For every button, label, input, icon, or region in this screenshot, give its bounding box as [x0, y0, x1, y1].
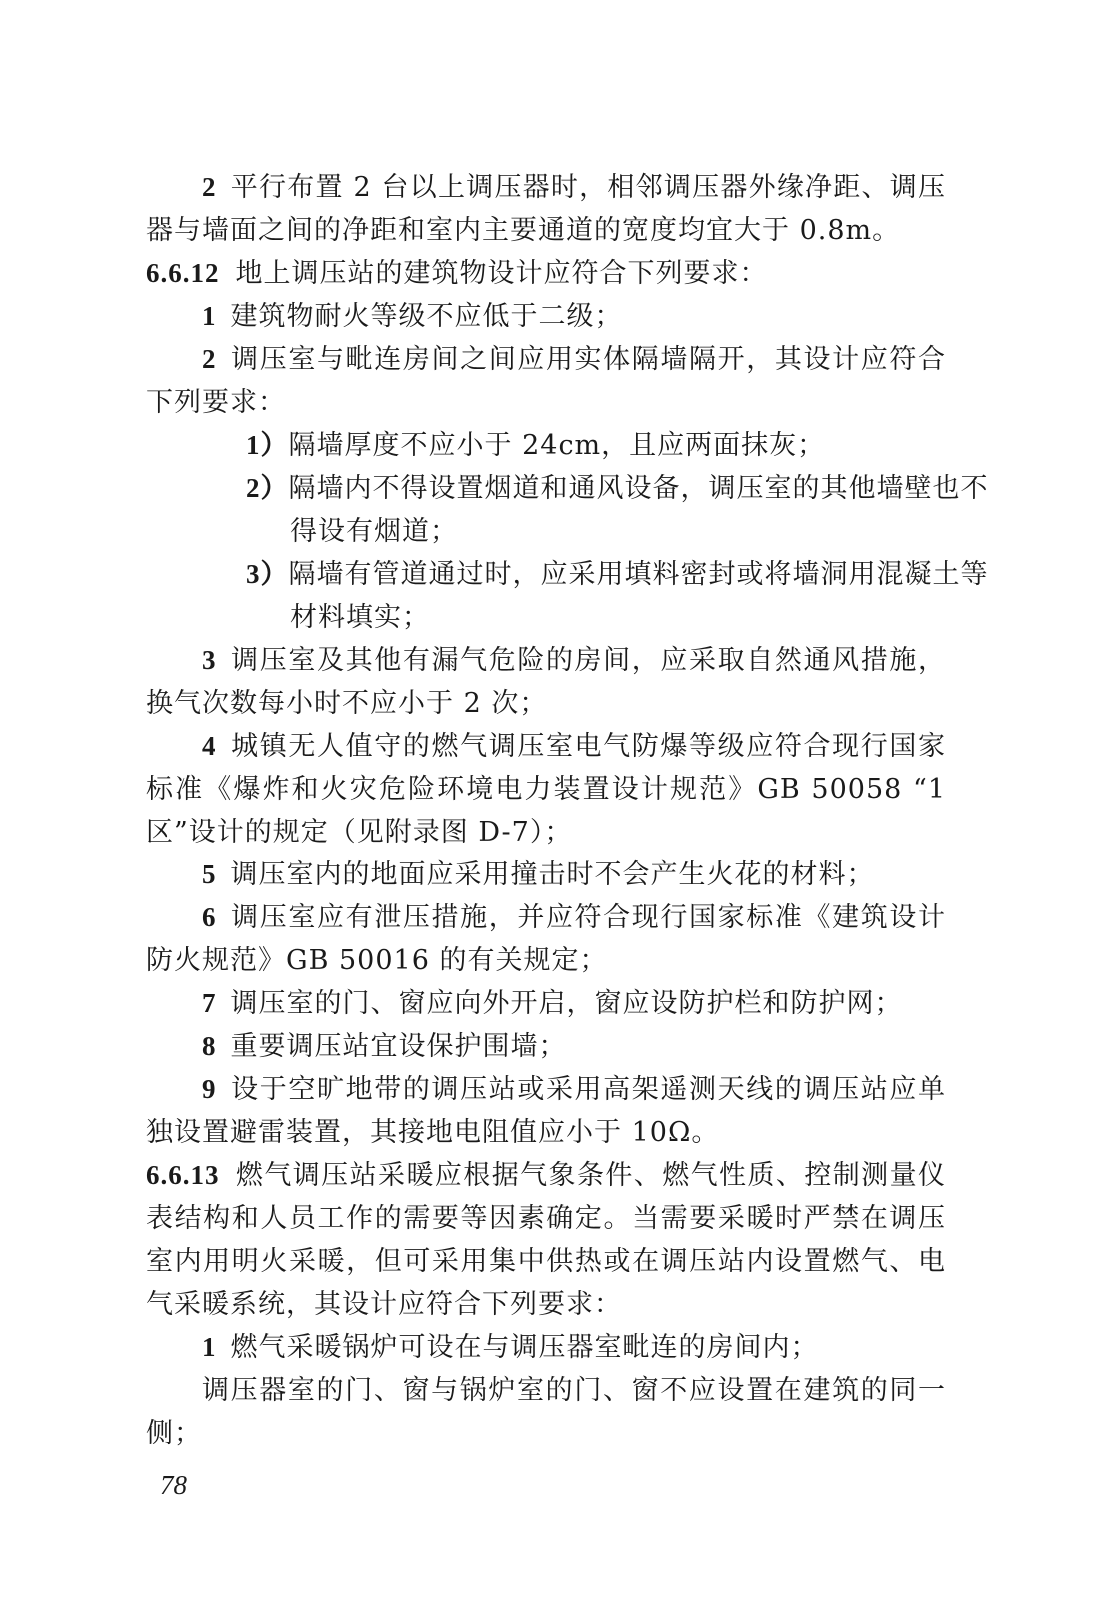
page-number: 78 [160, 1470, 187, 1500]
paragraph-item-8 [146, 1025, 946, 1068]
paragraph-text: 重要调压站宜设保护围墙； [230, 1031, 567, 1062]
subitem-3 [246, 553, 990, 639]
item-number: 2 [202, 172, 217, 202]
subitem-text: 隔墙有管道通过时，应采用填料密封或将墙洞用混凝土等材料填实； [288, 559, 989, 633]
clause-number: 6.6.13 [146, 1160, 220, 1190]
clause-number: 6.6.12 [146, 258, 220, 288]
subitem-number: 3） [246, 559, 289, 589]
item-number: 4 [202, 731, 217, 761]
item-number: 6 [202, 902, 217, 932]
subitem-1 [246, 424, 990, 467]
paragraph-item-5 [146, 853, 946, 896]
paragraph-item-9 [146, 1068, 946, 1154]
item-number: 1 [202, 301, 217, 331]
paragraph-item-4 [146, 725, 946, 854]
paragraph-item-3 [146, 639, 946, 725]
paragraph-text: 调压室内的地面应采用撞击时不会产生火花的材料； [230, 859, 875, 890]
item-number: 5 [202, 859, 217, 889]
paragraph-item-2b [146, 338, 946, 424]
paragraph-item-7 [146, 982, 946, 1025]
subitem-number: 2） [246, 473, 289, 503]
item-number: 2 [202, 344, 217, 374]
paragraph-item-2 [146, 166, 946, 252]
item-number: 3 [202, 645, 217, 675]
paragraph-text: 设于空旷地带的调压站或采用高架遥测天线的调压站应单独设置避雷装置，其接地电阻值应小于 10Ω。 [146, 1074, 946, 1148]
clause-text: 地上调压站的建筑物设计应符合下列要求： [235, 258, 768, 289]
subitem-2 [246, 467, 990, 553]
clause-6-6-13 [146, 1154, 946, 1326]
item-number: 1 [202, 1332, 217, 1362]
paragraph-text: 城镇无人值守的燃气调压室电气防爆等级应符合现行国家标准《爆炸和火灾危险环境电力装置设计规范》GB 50058 “1 区”设计的规定（见附录图 D-7）； [146, 731, 946, 848]
paragraph-text: 调压室与毗连房间之间应用实体隔墙隔开，其设计应符合下列要求： [146, 344, 946, 418]
subitem-number: 1） [246, 430, 289, 460]
item-number: 8 [202, 1031, 217, 1061]
clause-text: 燃气调压站采暖应根据气象条件、燃气性质、控制测量仪表结构和人员工作的需要等因素确定。当需要采暖时严禁在调压室内用明火采暖，但可采用集中供热或在调压站内设置燃气、电气采暖系统，其设计应符合下列要求： [146, 1160, 946, 1320]
paragraph-text: 建筑物耐火等级不应低于二级； [230, 301, 623, 332]
paragraph-text: 平行布置 2 台以上调压器时，相邻调压器外缘净距、调压器与墙面之间的净距和室内主要通道的宽度均宜大于 0.8m。 [146, 172, 946, 246]
paragraph-text: 调压室应有泄压措施，并应符合现行国家标准《建筑设计防火规范》GB 50016 的有关规定； [146, 902, 946, 976]
paragraph-continuation [146, 1369, 946, 1455]
paragraph-text: 调压室及其他有漏气危险的房间，应采取自然通风措施，换气次数每小时不应小于 2 次； [146, 645, 946, 719]
paragraph-text: 调压器室的门、窗与锅炉室的门、窗不应设置在建筑的同一侧； [146, 1375, 946, 1449]
paragraph-item-1b [146, 1326, 946, 1369]
subitem-text: 隔墙内不得设置烟道和通风设备，调压室的其他墙壁也不得设有烟道； [288, 473, 989, 547]
item-number: 7 [202, 988, 217, 1018]
item-number: 9 [202, 1074, 217, 1104]
paragraph-item-6 [146, 896, 946, 982]
paragraph-text: 燃气采暖锅炉可设在与调压器室毗连的房间内； [230, 1332, 819, 1363]
clause-6-6-12 [146, 252, 946, 295]
subitem-text: 隔墙厚度不应小于 24cm，且应两面抹灰； [288, 430, 826, 461]
paragraph-text: 调压室的门、窗应向外开启，窗应设防护栏和防护网； [230, 988, 903, 1019]
paragraph-item-1 [146, 295, 946, 338]
